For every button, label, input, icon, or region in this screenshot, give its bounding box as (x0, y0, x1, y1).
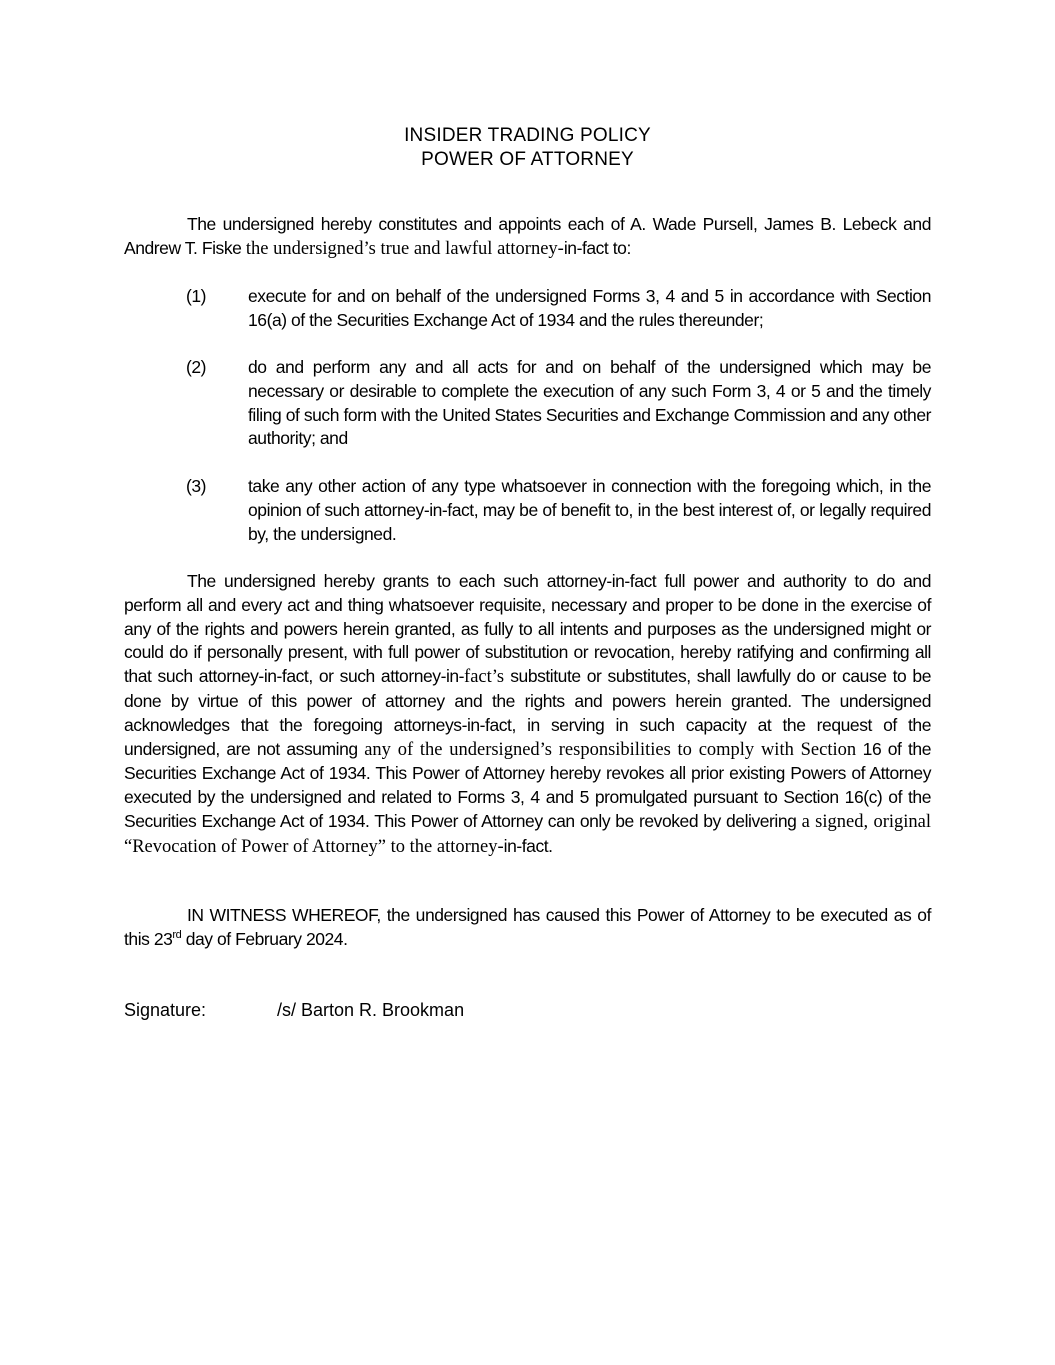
intro-text-serif: the undersigned’s true and lawful attorney- (245, 238, 564, 259)
title-line-power-of-attorney: POWER OF ATTORNEY (421, 149, 634, 170)
list-item-number: (3) (186, 476, 207, 496)
list-item-text: execute for and on behalf of the undersigned Forms 3, 4 and 5 in accordance with Section 16(a) of the Securities Exchange Act of 1934 and the rules thereunder; (248, 286, 931, 330)
intro-text-end: in-fact to: (563, 237, 631, 258)
intro-text: The undersigned hereby constitutes and appoints each of A. Wade Pursell, James B. Lebeck and Andrew T. Fiske (124, 214, 931, 258)
witness-paragraph (124, 904, 931, 952)
grant-text: 16 of the Securities Exchange Act of 1934. This Power of Attorney hereby revokes all prior existing Powers of Attorney executed by the undersigned and related to Forms 3, 4 and 5 promulgated pursuant to Section 16(c) of the Securities Exchange Act of 1934. This Power of Attorney can only be revoked by delivering (124, 738, 931, 831)
grant-paragraph (124, 570, 931, 860)
signature-value: /s/ Barton R. Brookman (277, 1000, 465, 1020)
signature-label: Signature: (124, 1000, 207, 1020)
grant-text-serif: any of the undersigned’s responsibilities to comply with Section (364, 739, 857, 760)
list-item-number: (1) (186, 286, 207, 306)
grant-text: The undersigned hereby grants to each such attorney-in-fact full power and authority to do and perform all and every act and thing whatsoever requisite, necessary and proper to be done in the exercise of any of the rights and powers herein granted, as fully to all intents and purposes as the undersigned might or could do if personally present, with full power of substitution or revocation, hereby ratifying and confirming all that such attorney-in-fact, or such attorney-in- (124, 571, 931, 687)
document-title (0, 124, 1055, 172)
witness-text-date: day of February 2024. (181, 928, 348, 949)
grant-text-serif: fact’s (464, 667, 505, 688)
title-line-insider-trading-policy: INSIDER TRADING POLICY (404, 125, 651, 146)
grant-text: in-fact. (503, 835, 553, 856)
intro-paragraph (124, 213, 931, 262)
ordinal-suffix: rd (172, 928, 182, 941)
grant-text: substitute or substitutes, shall lawfully do or cause to be done by virtue of this power of attorney and the rights and powers herein granted. The undersigned acknowledges that the foregoing attorneys-in-fact, in serving in such capacity at the request of the undersigned, are not assuming (124, 666, 931, 759)
list-item-text: take any other action of any type whatsoever in connection with the foregoing which, in the opinion of such attorney-in-fact, may be of benefit to, in the best interest of, or legally required by, the undersigned. (248, 476, 931, 544)
list-item-text: do and perform any and all acts for and on behalf of the undersigned which may be necessary or desirable to complete the execution of any such Form 3, 4 or 5 and the timely filing of such form with the United States Securities and Exchange Commission and any other authority; and (248, 357, 931, 449)
witness-text: IN WITNESS WHEREOF, the undersigned has caused this Power of Attorney to be executed as of this 23 (124, 905, 931, 949)
grant-text-serif: a signed, original “Revocation of Power of Attorney” to the attorney- (124, 811, 931, 857)
list-item-number: (2) (186, 357, 207, 377)
